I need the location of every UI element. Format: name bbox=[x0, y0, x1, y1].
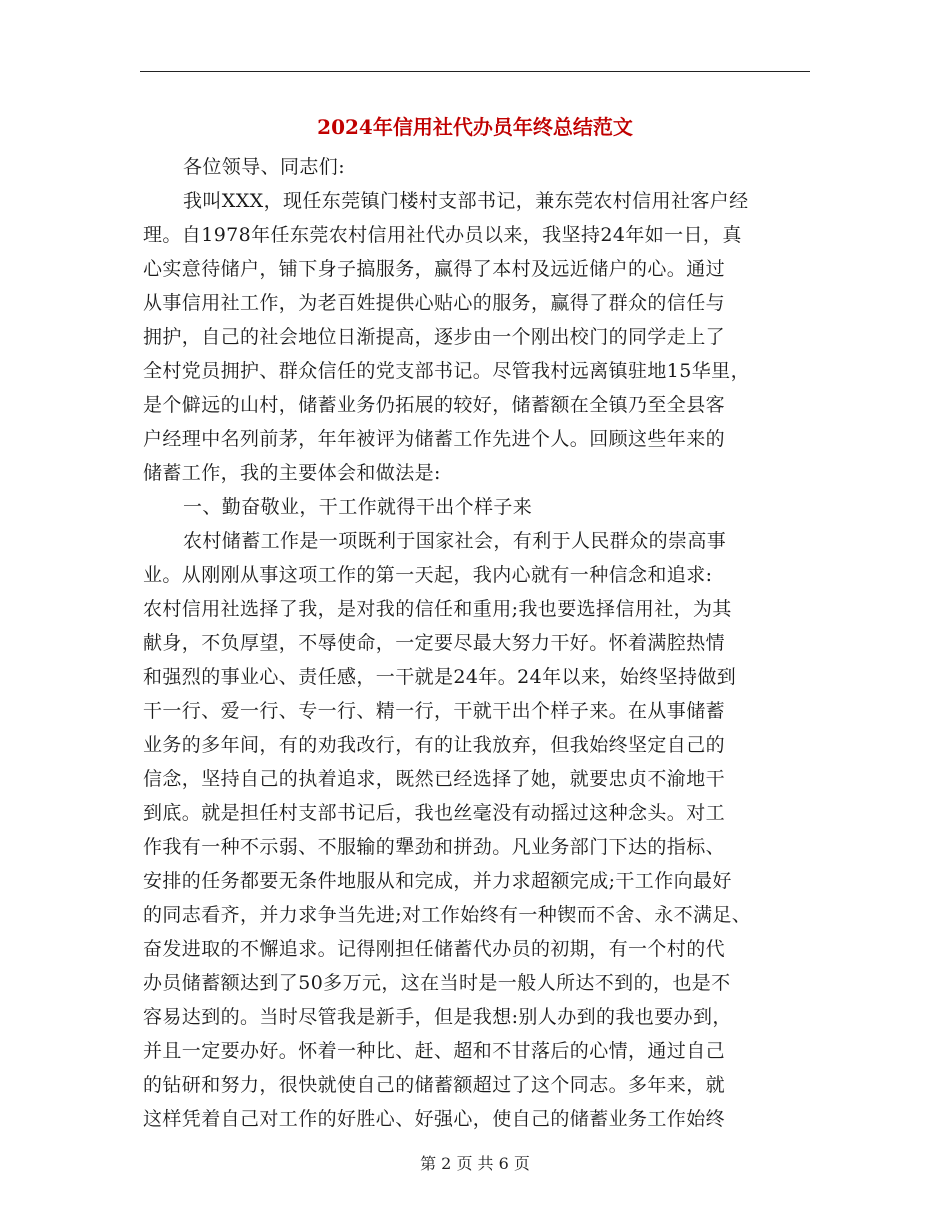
text-line: 农村信用社选择了我，是对我的信任和重用;我也要选择信用社，为其 bbox=[143, 598, 732, 620]
text-line: 到底。就是担任村支部书记后，我也丝毫没有动摇过这种念头。对工 bbox=[143, 802, 726, 824]
text-line: 心实意待储户，铺下身子搞服务，赢得了本村及远近储户的心。通过 bbox=[143, 258, 726, 280]
text-line: 干一行、爱一行、专一行、精一行，干就干出个样子来。在从事储蓄 bbox=[143, 700, 726, 722]
text-line: 和强烈的事业心、责任感，一干就是24年。24年以来，始终坚持做到 bbox=[143, 666, 737, 688]
text-line: 的同志看齐，并力求争当先进;对工作始终有一种锲而不舍、永不满足、 bbox=[143, 904, 752, 926]
text-line: 户经理中名列前茅，年年被评为储蓄工作先进个人。回顾这些年来的 bbox=[143, 428, 726, 450]
text-line: 我叫XXX，现任东莞镇门楼村支部书记，兼东莞农村信用社客户经 bbox=[183, 190, 749, 212]
text-line: 献身，不负厚望，不辱使命，一定要尽最大努力干好。怀着满腔热情 bbox=[143, 632, 726, 654]
text-line: 储蓄工作，我的主要体会和做法是: bbox=[143, 462, 441, 484]
text-line: 办员储蓄额达到了50多万元，这在当时是一般人所达不到的，也是不 bbox=[143, 972, 731, 994]
document-title: 2024年信用社代办员年终总结范文 bbox=[317, 115, 633, 139]
text-line: 作我有一种不示弱、不服输的犟劲和拼劲。凡业务部门下达的指标、 bbox=[143, 836, 726, 858]
text-line: 全村党员拥护、群众信任的党支部书记。尽管我村远离镇驻地15华里， bbox=[143, 360, 750, 382]
header-rule bbox=[140, 71, 810, 72]
text-line: 一、勤奋敬业，干工作就得干出个样子来 bbox=[183, 496, 533, 518]
text-line: 是个僻远的山村，储蓄业务仍拓展的较好，储蓄额在全镇乃至全县客 bbox=[143, 394, 726, 416]
document-body bbox=[143, 150, 823, 1136]
text-line: 安排的任务都要无条件地服从和完成，并力求超额完成;干工作向最好 bbox=[143, 870, 732, 892]
text-line: 从事信用社工作，为老百姓提供心贴心的服务，赢得了群众的信任与 bbox=[143, 292, 726, 314]
page-footer: 第 2 页 共 6 页 bbox=[420, 1154, 530, 1173]
text-line: 拥护，自己的社会地位日渐提高，逐步由一个刚出校门的同学走上了 bbox=[143, 326, 726, 348]
text-line: 容易达到的。当时尽管我是新手，但是我想:别人办到的我也要办到， bbox=[143, 1006, 732, 1028]
text-line: 的钻研和努力，很快就使自己的储蓄额超过了这个同志。多年来，就 bbox=[143, 1074, 726, 1096]
text-line: 各位领导、同志们: bbox=[183, 156, 346, 178]
text-line: 这样凭着自己对工作的好胜心、好强心，使自己的储蓄业务工作始终 bbox=[143, 1108, 726, 1130]
text-line: 农村储蓄工作是一项既利于国家社会，有利于人民群众的崇高事 bbox=[183, 530, 727, 552]
text-line: 业。从刚刚从事这项工作的第一天起，我内心就有一种信念和追求: bbox=[143, 564, 713, 586]
text-line: 理。自1978年任东莞农村信用社代办员以来，我坚持24年如一日，真 bbox=[143, 224, 742, 246]
text-line: 并且一定要办好。怀着一种比、赶、超和不甘落后的心情，通过自己 bbox=[143, 1040, 726, 1062]
text-line: 信念，坚持自己的执着追求，既然已经选择了她，就要忠贞不渝地干 bbox=[143, 768, 726, 790]
text-line: 奋发进取的不懈追求。记得刚担任储蓄代办员的初期，有一个村的代 bbox=[143, 938, 726, 960]
text-line: 业务的多年间，有的劝我改行，有的让我放弃，但我始终坚定自己的 bbox=[143, 734, 726, 756]
